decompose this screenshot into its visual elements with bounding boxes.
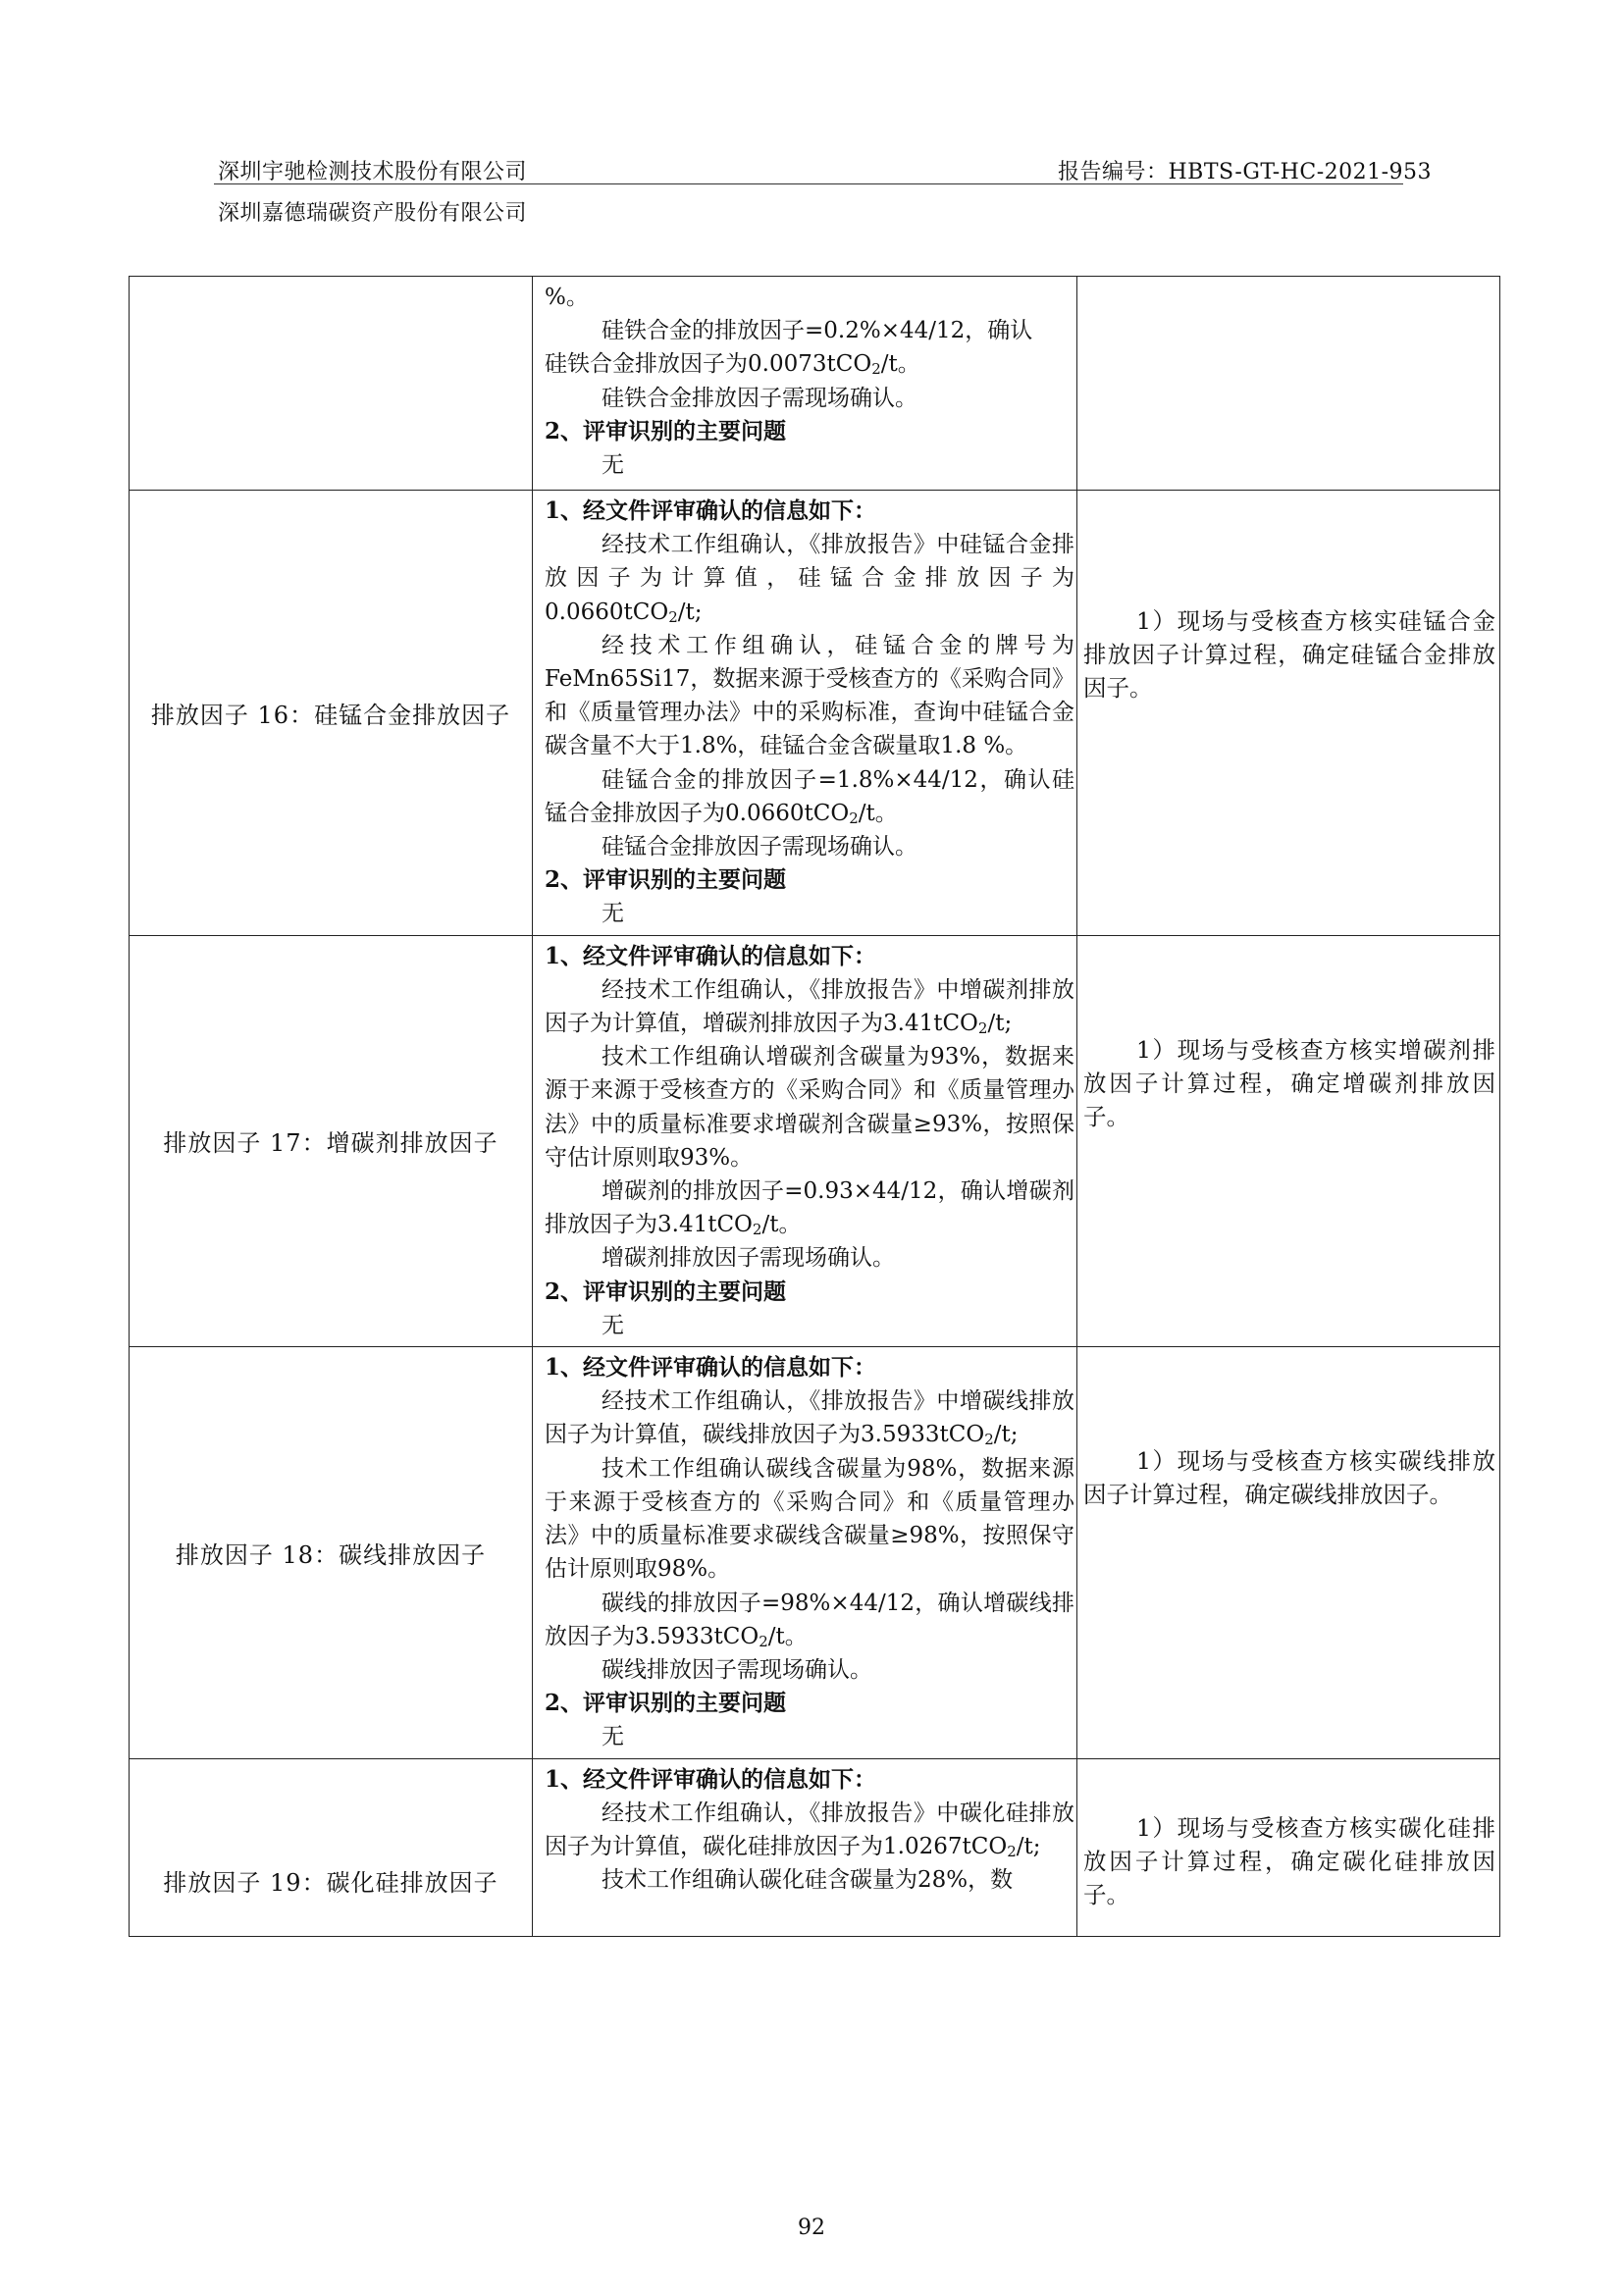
- review-paragraph: 技术工作组确认碳化硅含碳量为28%，数: [602, 1867, 1014, 1894]
- review-section-heading: 2、评审识别的主要问题: [545, 866, 787, 894]
- onsite-verification-cell: [1077, 935, 1500, 1346]
- header-rule: [214, 183, 1403, 184]
- review-section-heading: 1、经文件评审确认的信息如下：: [545, 497, 877, 524]
- header-company-2: 深圳嘉德瑞碳资产股份有限公司: [218, 201, 528, 226]
- review-paragraph: 碳线的排放因子=98%×44/12，确认增碳线排放因子为3.5933tCO$_2$/t。: [545, 1590, 1074, 1650]
- onsite-verification-cell: [1077, 1347, 1500, 1758]
- review-paragraph: 硅铁合金排放因子为0.0073tCO$_2$/t。: [545, 351, 920, 379]
- review-paragraph: 硅铁合金排放因子需现场确认。: [602, 385, 917, 411]
- review-section-heading: 1、经文件评审确认的信息如下：: [545, 942, 877, 969]
- review-paragraph: 硅锰合金排放因子需现场确认。: [602, 834, 917, 861]
- page-number: 92: [798, 2216, 825, 2240]
- header-company-1: 深圳宇驰检测技术股份有限公司: [218, 160, 528, 184]
- onsite-verification-cell: [1077, 277, 1500, 491]
- review-paragraph: 经技术工作组确认，《排放报告》中硅锰合金排放因子为计算值，硅锰合金排放因子为0.0660tCO$_2$/t;: [545, 532, 1074, 626]
- review-section-heading: 1、经文件评审确认的信息如下：: [545, 1354, 877, 1382]
- emission-factor-label: [130, 277, 533, 491]
- review-section-heading: 2、评审识别的主要问题: [545, 1278, 787, 1305]
- onsite-verification-text: 1）现场与受核查方核实增碳剂排放因子计算过程，确定增碳剂排放因子。: [1083, 1035, 1495, 1130]
- review-details-cell: [533, 1347, 1077, 1758]
- table-row: [130, 277, 1500, 491]
- onsite-verification-text: 1）现场与受核查方核实碳化硅排放因子计算过程，确定碳化硅排放因子。: [1083, 1813, 1495, 1908]
- review-paragraph: 增碳剂的排放因子=0.93×44/12，确认增碳剂排放因子为3.41tCO$_2$/t。: [545, 1178, 1074, 1239]
- review-paragraph: 经技术工作组确认，《排放报告》中增碳剂排放因子为计算值，增碳剂排放因子为3.41tCO$_2$/t;: [545, 976, 1074, 1038]
- review-paragraph: %。: [545, 285, 589, 310]
- review-details-cell: [533, 935, 1077, 1346]
- review-table: [129, 276, 1500, 1937]
- table-row: [130, 1758, 1500, 1936]
- review-section-heading: 2、评审识别的主要问题: [545, 417, 787, 444]
- review-paragraph: 无: [602, 452, 624, 479]
- review-paragraph: 硅铁合金的排放因子=0.2%×44/12，确认: [602, 318, 1033, 344]
- review-details-cell: [533, 491, 1077, 936]
- review-paragraph: 硅锰合金的排放因子=1.8%×44/12，确认硅锰合金排放因子为0.0660tCO$_2$/t。: [545, 766, 1074, 827]
- onsite-verification-cell: [1077, 1758, 1500, 1936]
- review-paragraph: 碳线排放因子需现场确认。: [602, 1656, 872, 1683]
- review-paragraph: 无: [602, 1312, 624, 1338]
- review-details-cell: [533, 1758, 1077, 1936]
- table-row: [130, 935, 1500, 1346]
- review-paragraph: 经技术工作组确认，硅锰合金的牌号为FeMn65Si17，数据来源于受核查方的《采购合同》和《质量管理办法》中的采购标准，查询中硅锰合金碳含量不大于1.8%，硅锰合金含碳量取1.8 %。: [545, 632, 1074, 759]
- review-section-heading: 2、评审识别的主要问题: [545, 1690, 787, 1717]
- report-number: 报告编号：HBTS-GT-HC-2021-953: [1058, 160, 1433, 184]
- review-details-cell: [533, 277, 1077, 491]
- emission-factor-label: 排放因子 16：硅锰合金排放因子: [130, 491, 533, 936]
- review-section-heading: 1、经文件评审确认的信息如下：: [545, 1765, 877, 1793]
- review-paragraph: 经技术工作组确认，《排放报告》中碳化硅排放因子为计算值，碳化硅排放因子为1.0267tCO$_2$/t;: [545, 1800, 1074, 1860]
- onsite-verification-cell: [1077, 491, 1500, 936]
- table-row: [130, 491, 1500, 936]
- emission-factor-label: 排放因子 19：碳化硅排放因子: [130, 1758, 533, 1936]
- review-paragraph: 经技术工作组确认，《排放报告》中增碳线排放因子为计算值，碳线排放因子为3.5933tCO$_2$/t;: [545, 1388, 1074, 1449]
- onsite-verification-text: 1）现场与受核查方核实碳线排放因子计算过程，确定碳线排放因子。: [1083, 1447, 1495, 1509]
- review-paragraph: 增碳剂排放因子需现场确认。: [602, 1245, 895, 1272]
- review-paragraph: 技术工作组确认增碳剂含碳量为93%，数据来源于来源于受核查方的《采购合同》和《质量管理办法》中的质量标准要求增碳剂含碳量≥93%，按照保守估计原则取93%。: [545, 1044, 1074, 1171]
- table-row: [130, 1347, 1500, 1758]
- review-paragraph: 技术工作组确认碳线含碳量为98%，数据来源于来源于受核查方的《采购合同》和《质量管理办法》中的质量标准要求碳线含碳量≥98%，按照保守估计原则取98%。: [545, 1455, 1074, 1583]
- emission-factor-label: 排放因子 18：碳线排放因子: [130, 1347, 533, 1758]
- onsite-verification-text: 1）现场与受核查方核实硅锰合金排放因子计算过程，确定硅锰合金排放因子。: [1083, 607, 1495, 703]
- emission-factor-label: 排放因子 17：增碳剂排放因子: [130, 935, 533, 1346]
- review-paragraph: 无: [602, 901, 624, 927]
- review-paragraph: 无: [602, 1724, 624, 1750]
